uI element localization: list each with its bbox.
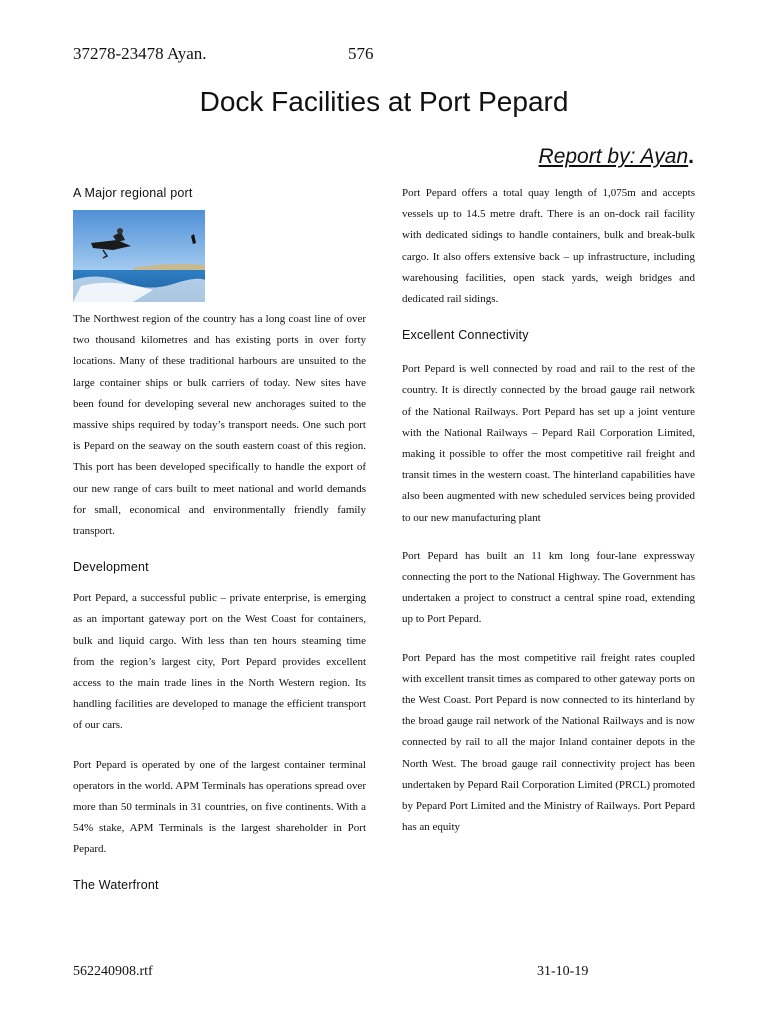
byline-text: Report by: Ayan <box>538 145 689 168</box>
paragraph-northwest-region: The Northwest region of the country has a long coast line of over two thousand kilometres and has existing ports in over forty locations. Many of these traditional harbours are unsuited to the large container ships or bulk carriers of today. New sites have been found for developing several new anchorages suited to the massive ships required by today’s transport needs. One such port is Pepard on the seaway on the south eastern coast of this region. This port has been developed specifically to handle the export of our new range of cars built to meet national and world demands for small, economical and environmentally friendly family transport. <box>73 313 366 538</box>
section-heading-development: Development <box>73 560 149 575</box>
paragraph-quay-facilities: Port Pepard offers a total quay length of 1,075m and accepts vessels up to 14.5 metre draft. There is an on-dock rail facility with dedicated sidings to handle containers, bulk and break-bulk cargo. It also offers extensive back – up infrastructure, including warehousing facilities, open stack yards, weigh bridges and dedicated rail sidings. <box>402 187 695 306</box>
footer-date: 31-10-19 <box>537 964 589 979</box>
page-number: 576 <box>348 44 374 63</box>
paragraph-operator: Port Pepard is operated by one of the largest container terminal operators in the world. APM Terminals has operations spread over more than 50 terminals in 31 countries, on five continents. With a 54% stake, APM Terminals is the largest shareholder in Port Pepard. <box>73 758 366 856</box>
right-column <box>402 186 695 838</box>
byline-period: . <box>688 145 694 168</box>
document-id: 37278-23478 Ayan. <box>73 44 207 63</box>
section-heading-major-port: A Major regional port <box>73 186 193 200</box>
section-heading-connectivity: Excellent Connectivity <box>402 328 529 343</box>
jet-ski-photo <box>73 210 205 302</box>
paragraph-road-rail: Port Pepard is well connected by road and rail to the rest of the country. It is directly connected by the broad gauge rail network of the National Railways. Port Pepard has set up a joint venture with the National Railways – Pepard Rail Corporation Limited, making it possible to offer the most competitive rail freight and transit times in the western coast. The hinterland capabilities have also been augmented with new scheduled services being provided to our new manufacturing plant <box>402 363 695 524</box>
paragraph-rail-freight: Port Pepard has the most competitive rail freight rates coupled with excellent transit times as compared to other gateway ports on the West Coast. Port Pepard is now connected to its hinterland by the broad gauge rail network of the National Railways and is now connected by rail to all the major Inland container depots in the North West. The broad gauge rail connectivity project has been undertaken by Pepard Rail Corporation Limited (PRCL) promoted by Pepard Port Limited and the Ministry of Railways. Port Pepard has an equity <box>402 651 695 834</box>
page-title: Dock Facilities at Port Pepard <box>199 86 569 117</box>
left-column <box>73 186 366 892</box>
paragraph-expressway: Port Pepard has built an 11 km long four-lane expressway connecting the port to the National Highway. The Government has undertaken a project to construct a central spine road, extending up to Port Pepard. <box>402 549 695 626</box>
paragraph-development: Port Pepard, a successful public – private enterprise, is emerging as an important gateway port on the West Coast for containers, bulk and liquid cargo. With less than ten hours steaming time from the region’s largest city, Port Pepard provides excellent access to the main trade lines in the North Western region. Its handling facilities are developed to manage the efficient transport of our cars. <box>73 592 366 732</box>
byline <box>539 145 694 169</box>
section-heading-waterfront: The Waterfront <box>73 877 159 892</box>
footer-filename: 562240908.rtf <box>73 964 153 979</box>
